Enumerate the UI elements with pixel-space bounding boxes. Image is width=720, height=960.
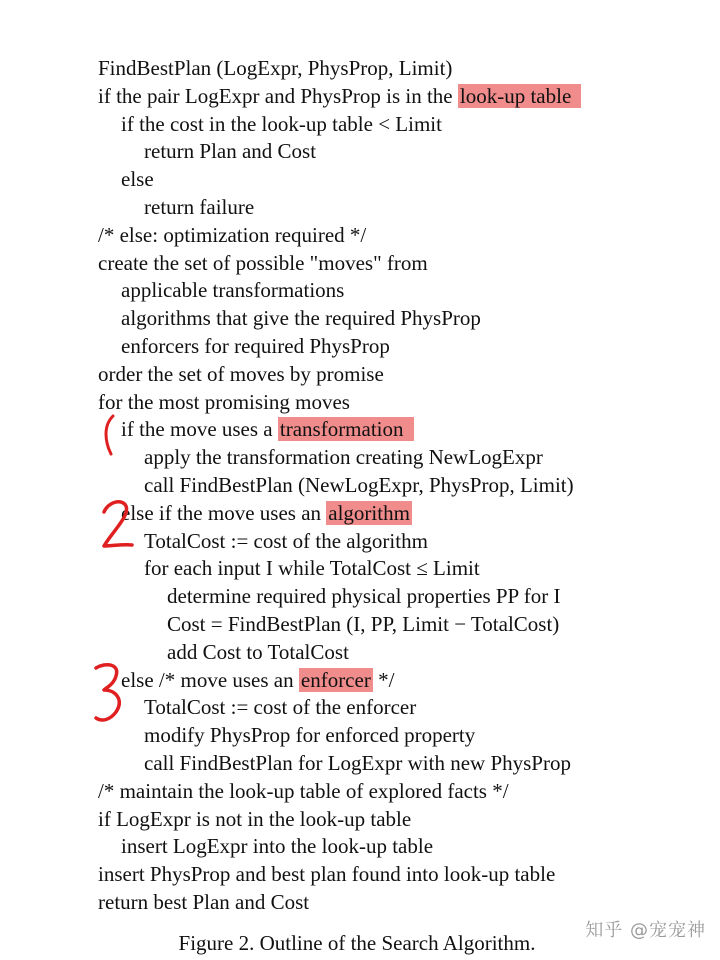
code-line: return Plan and Cost: [144, 139, 317, 164]
highlight-lookup-table: look-up table: [458, 84, 581, 108]
code-line: create the set of possible "moves" from: [98, 250, 428, 275]
code-line: call FindBestPlan (NewLogExpr, PhysProp, Limit): [144, 473, 574, 497]
code-line: insert LogExpr into the look-up table: [121, 834, 434, 859]
code-line: add Cost to TotalCost: [167, 639, 349, 664]
code-line: else: [121, 167, 154, 192]
code-line: insert PhysProp and best plan found into look-up table: [98, 862, 556, 887]
code-line: return best Plan and Cost: [98, 890, 310, 914]
code-line: /* else: optimization required */: [98, 222, 367, 247]
highlight-transformation: transformation: [278, 417, 414, 441]
code-line: /* maintain the look-up table of explored facts */: [98, 778, 509, 803]
code-line: determine required physical properties PP for I: [167, 584, 561, 609]
code-line: else if the move uses an algorithm: [121, 500, 410, 525]
code-line: FindBestPlan (LogExpr, PhysProp, Limit): [98, 56, 453, 80]
code-line: if the pair LogExpr and PhysProp is in the look-up table: [98, 83, 581, 110]
code-line: algorithms that give the required PhysProp: [121, 306, 481, 331]
code-line: else /* move uses an enforcer */: [121, 667, 395, 692]
code-line: for each input I while TotalCost ≤ Limit: [144, 556, 480, 581]
code-line: apply the transformation creating NewLogExpr: [144, 445, 543, 470]
code-line: enforcers for required PhysProp: [121, 334, 390, 358]
code-line: applicable transformations: [121, 278, 345, 303]
code-line: TotalCost := cost of the algorithm: [144, 528, 428, 553]
handwritten-numeral-3: [92, 660, 130, 726]
highlight-enforcer: enforcer: [300, 667, 371, 692]
code-line: for the most promising moves: [98, 389, 350, 414]
handwritten-numeral-2: [98, 496, 138, 556]
handwritten-numeral-1: [100, 412, 120, 458]
code-line: if LogExpr is not in the look-up table: [98, 806, 412, 831]
highlight-algorithm: algorithm: [328, 500, 410, 525]
code-line: TotalCost := cost of the enforcer: [144, 695, 417, 720]
code-line: call FindBestPlan for LogExpr with new PhysProp: [144, 751, 571, 775]
code-line: return failure: [144, 195, 255, 219]
code-line: order the set of moves by promise: [98, 361, 384, 386]
code-line: Cost = FindBestPlan (I, PP, Limit − TotalCost): [167, 612, 560, 636]
code-line: if the move uses a transformation: [121, 416, 414, 443]
figure-caption: Figure 2. Outline of the Search Algorithm.: [178, 931, 536, 955]
code-line: modify PhysProp for enforced property: [144, 723, 476, 748]
watermark: 知乎 @宠宠神: [585, 920, 706, 941]
code-line: if the cost in the look-up table < Limit: [121, 111, 442, 136]
